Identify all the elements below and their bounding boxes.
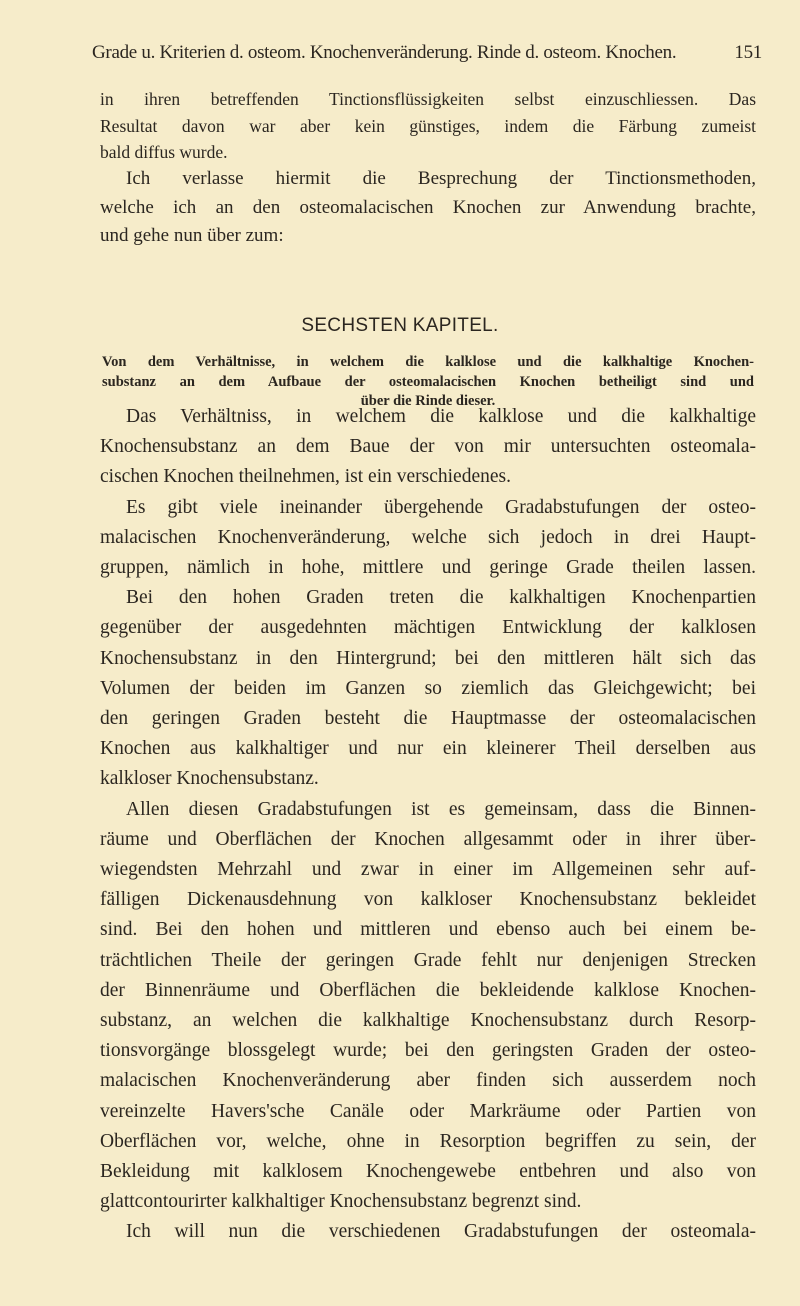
text-line: kalkloser Knochensubstanz. <box>100 768 319 790</box>
text-line: Allen diesen Gradabstufungen ist es gemeinsam, dass die Binnen- <box>126 798 756 820</box>
text-line: sind. Bei den hohen und mittleren und ebenso auch bei einem be- <box>100 919 756 941</box>
text-line: Knochensubstanz in den Hintergrund; bei den mittleren hält sich das <box>100 647 756 669</box>
text-line: trächtlichen Theile der geringen Grade fehlt nur denjenigen Strecken <box>100 949 756 971</box>
text-line: vereinzelte Havers'sche Canäle oder Markräume oder Partien von <box>100 1100 756 1122</box>
text-line: Bekleidung mit kalklosem Knochengewebe entbehren und also von <box>100 1161 756 1183</box>
text-line: Volumen der beiden im Ganzen so ziemlich das Gleichgewicht; bei <box>100 677 756 699</box>
paragraph-intro <box>100 86 756 166</box>
text-line: Oberflächen vor, welche, ohne in Resorption begriffen zu sein, der <box>100 1130 756 1152</box>
page-number: 151 <box>734 42 762 63</box>
text-line: cischen Knochen theilnehmen, ist ein verschiedenes. <box>100 466 511 488</box>
chapter-title: SECHSTEN KAPITEL. <box>301 315 499 336</box>
text-line: gegenüber der ausgedehnten mächtigen Entwicklung der kalklosen <box>100 617 756 639</box>
text-line: wiegendsten Mehrzahl und zwar in einer im Allgemeinen sehr auf- <box>100 859 756 881</box>
text-line: Ich will nun die verschiedenen Gradabstufungen der osteomala- <box>126 1221 756 1243</box>
text-line: malacischen Knochenveränderung aber finden sich ausserdem noch <box>100 1070 756 1092</box>
text-line: gruppen, nämlich in hohe, mittlere und geringe Grade theilen lassen. <box>100 557 756 579</box>
text-line: in ihren betreffenden Tinctionsflüssigkeiten selbst einzuschliessen. Das <box>100 89 756 109</box>
text-line: räume und Oberflächen der Knochen allgesammt oder in ihrer über- <box>100 828 756 850</box>
text-line: Von dem Verhältnisse, in welchem die kalklose und die kalkhaltige Knochen- <box>102 354 754 370</box>
text-line: tionsvorgänge blossgelegt wurde; bei den geringsten Graden der osteo- <box>100 1040 756 1062</box>
paragraph-transition <box>100 165 756 251</box>
text-line: Es gibt viele ineinander übergehende Gradabstufungen der osteo- <box>126 496 756 518</box>
text-line: fälligen Dickenausdehnung von kalkloser Knochensubstanz bekleidet <box>100 889 756 911</box>
text-line: substanz an dem Aufbaue der osteomalacischen Knochen betheiligt sind und <box>102 373 754 390</box>
text-line: Ich verlasse hiermit die Besprechung der Tinctionsmethoden, <box>126 168 756 189</box>
text-line: Bei den hohen Graden treten die kalkhaltigen Knochenpartien <box>126 587 756 609</box>
text-line: den geringen Graden besteht die Hauptmasse der osteomalacischen <box>100 708 756 730</box>
text-line: über die Rinde dieser. <box>360 393 496 409</box>
text-line: Resultat davon war aber kein günstiges, indem die Färbung zumeist <box>100 115 756 136</box>
main-text <box>100 402 756 1248</box>
text-line: glattcontourirter kalkhaltiger Knochensubstanz begrenzt sind. <box>100 1191 582 1213</box>
text-line: welche ich an den osteomalacischen Knochen zur Anwendung brachte, <box>100 196 756 218</box>
text-line: der Binnenräume und Oberflächen die bekleidende kalklose Knochen- <box>100 979 756 1001</box>
text-line: Knochensubstanz an dem Baue der von mir untersuchten osteomala- <box>100 436 756 458</box>
text-line: malacischen Knochenveränderung, welche sich jedoch in drei Haupt- <box>100 526 756 548</box>
running-title: Grade u. Kriterien d. osteom. Knochenveränderung. Rinde d. osteom. Knochen. <box>92 42 677 63</box>
text-line: Knochen aus kalkhaltiger und nur ein kleinerer Theil derselben aus <box>100 738 756 760</box>
running-header <box>92 42 762 64</box>
text-line: substanz, an welchen die kalkhaltige Knochensubstanz durch Resorp- <box>100 1010 756 1032</box>
text-line: bald diffus wurde. <box>100 142 228 162</box>
text-line: Das Verhältniss, in welchem die kalklose und die kalkhaltige <box>126 406 756 427</box>
text-line: und gehe nun über zum: <box>100 225 284 246</box>
